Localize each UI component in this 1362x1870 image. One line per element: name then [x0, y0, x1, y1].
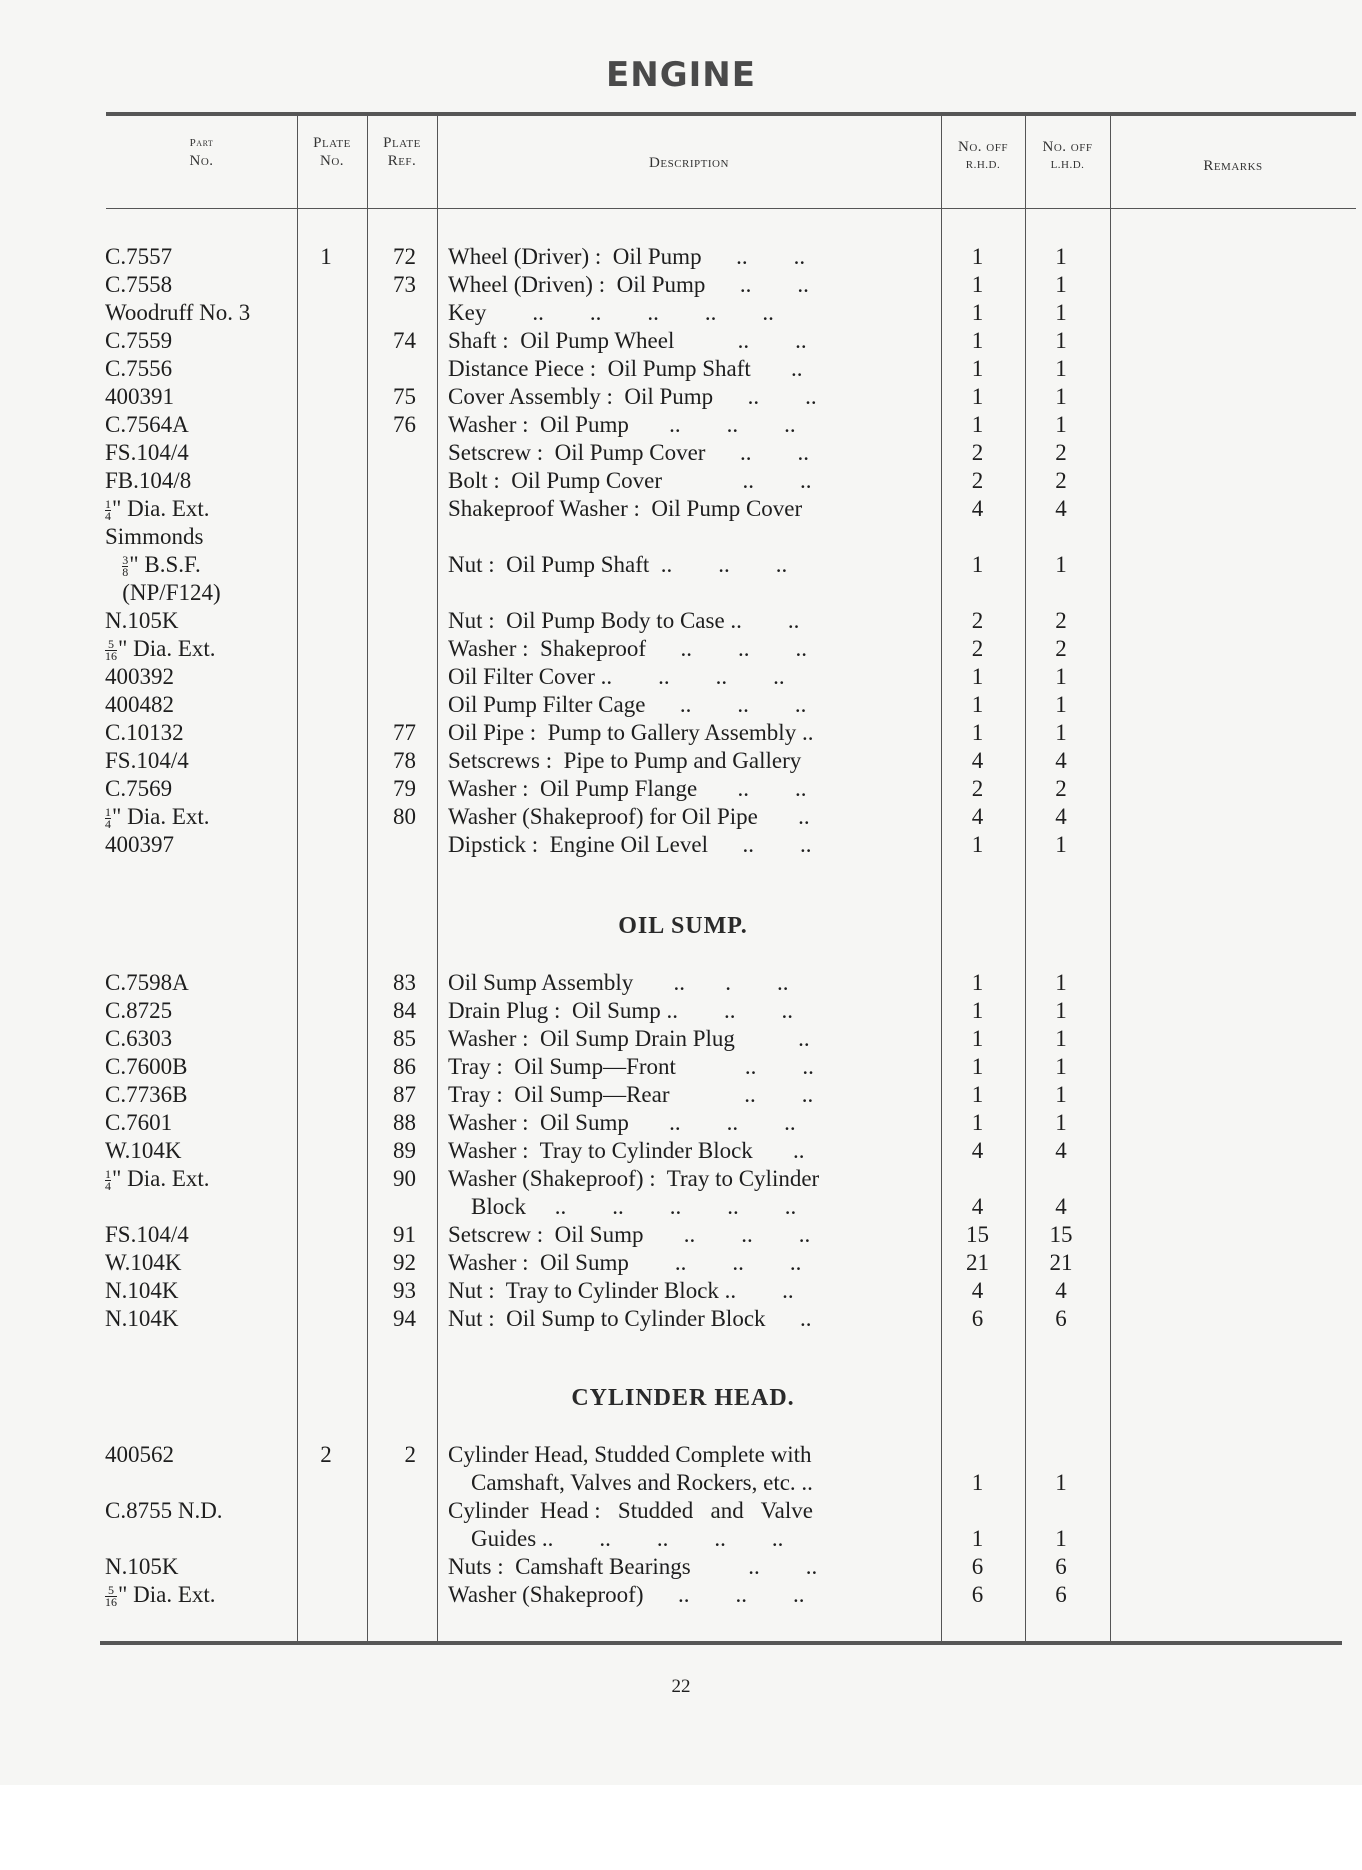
qty-rhd: 1 — [971, 970, 984, 995]
qty-rhd: 2 — [971, 440, 984, 465]
plate-ref: 72 — [393, 244, 416, 269]
qty-rhd: 4 — [971, 1194, 984, 1219]
qty-rhd: 4 — [971, 1278, 984, 1303]
qty-rhd: 1 — [971, 1026, 984, 1051]
column-divider — [1110, 116, 1111, 1641]
column-divider — [437, 116, 438, 1641]
qty-rhd: 4 — [971, 804, 984, 829]
qty-lhd: 1 — [1055, 832, 1067, 857]
qty-lhd: 2 — [1055, 468, 1067, 493]
qty-rhd: 1 — [971, 998, 984, 1023]
description: Drain Plug : Oil Sump .. .. .. — [448, 998, 794, 1023]
header-plate-ref-line1: Plate — [383, 135, 421, 151]
part-number: 400562 — [105, 1442, 174, 1467]
qty-lhd: 1 — [1055, 720, 1067, 745]
description: Tray : Oil Sump—Rear .. .. — [448, 1082, 814, 1107]
qty-rhd: 1 — [971, 1526, 984, 1551]
header-rhd — [941, 138, 1025, 174]
description: Nut : Oil Pump Body to Case .. .. — [448, 608, 800, 633]
part-number: N.104K — [105, 1278, 179, 1303]
part-number: Simmonds — [105, 524, 204, 549]
part-number: W.104K — [105, 1138, 182, 1163]
column-divider — [297, 116, 298, 1641]
plate-ref: 77 — [393, 720, 416, 745]
description: Washer : Oil Pump Flange .. .. — [448, 776, 807, 801]
qty-lhd: 1 — [1055, 384, 1067, 409]
qty-lhd: 1 — [1055, 692, 1067, 717]
qty-lhd: 2 — [1055, 440, 1067, 465]
plate-ref: 92 — [393, 1250, 416, 1275]
description: Distance Piece : Oil Pump Shaft .. — [448, 356, 803, 381]
description: Nut : Oil Pump Shaft .. .. .. — [448, 552, 788, 577]
part-number: C.7564A — [105, 412, 189, 437]
header-part-no-line2: No. — [189, 153, 214, 169]
plate-ref: 89 — [393, 1138, 416, 1163]
qty-rhd: 1 — [971, 328, 984, 353]
part-number: FB.104/8 — [105, 468, 192, 493]
header-plate-no-line1: Plate — [313, 135, 351, 151]
top-rule — [106, 112, 1356, 116]
header-remarks: Remarks — [1203, 158, 1263, 174]
qty-rhd: 2 — [971, 776, 984, 801]
description: Camshaft, Valves and Rockers, etc. .. — [448, 1470, 813, 1495]
qty-rhd: 1 — [971, 720, 984, 745]
part-number: $\frac{1}{4}$ " Dia. Ext. — [105, 804, 210, 832]
description: Shakeproof Washer : Oil Pump Cover — [448, 496, 803, 521]
qty-lhd: 4 — [1055, 804, 1067, 829]
qty-lhd: 1 — [1055, 272, 1067, 297]
plate-ref: 88 — [393, 1110, 416, 1135]
qty-rhd: 6 — [971, 1306, 984, 1331]
plate-ref: 93 — [393, 1278, 416, 1303]
description: Setscrew : Oil Pump Cover .. .. — [448, 440, 809, 465]
qty-rhd: 1 — [971, 356, 984, 381]
part-number: 400482 — [105, 692, 174, 717]
fraction: $\frac{5}{16}$ — [105, 1583, 117, 1610]
header-description: Description — [649, 155, 729, 171]
part-number: C.8755 N.D. — [105, 1498, 223, 1523]
description: Tray : Oil Sump—Front .. .. — [448, 1054, 814, 1079]
qty-lhd: 1 — [1055, 664, 1067, 689]
qty-lhd: 1 — [1055, 1026, 1067, 1051]
plate-ref: 75 — [393, 384, 416, 409]
plate-ref: 78 — [393, 748, 416, 773]
qty-lhd: 1 — [1055, 328, 1067, 353]
qty-rhd: 2 — [971, 468, 984, 493]
description: Cylinder Head : Studded and Valve — [448, 1498, 813, 1523]
qty-lhd: 1 — [1055, 1054, 1067, 1079]
description: Cylinder Head, Studded Complete with — [448, 1442, 812, 1467]
description: Guides .. .. .. .. .. — [448, 1526, 784, 1551]
qty-lhd: 1 — [1055, 552, 1067, 577]
section-heading-cylinder-head: CYLINDER HEAD. — [571, 1385, 795, 1411]
part-number: Woodruff No. 3 — [105, 300, 251, 325]
qty-lhd: 1 — [1055, 998, 1067, 1023]
qty-lhd: 1 — [1055, 244, 1067, 269]
description: Wheel (Driver) : Oil Pump .. .. — [448, 244, 806, 269]
description: Oil Filter Cover .. .. .. .. — [448, 664, 785, 689]
part-number: 400391 — [105, 384, 174, 409]
description: Block .. .. .. .. .. — [448, 1194, 797, 1219]
plate-ref: 2 — [404, 1442, 416, 1467]
qty-lhd: 1 — [1055, 970, 1067, 995]
qty-rhd: 2 — [971, 608, 984, 633]
qty-rhd: 1 — [971, 1470, 984, 1495]
page-title: ENGINE — [606, 55, 756, 95]
qty-rhd: 4 — [971, 748, 984, 773]
qty-lhd: 4 — [1055, 1194, 1067, 1219]
qty-rhd: 1 — [971, 244, 984, 269]
part-number: C.7557 — [105, 244, 173, 269]
plate-ref: 83 — [393, 970, 416, 995]
description: Cover Assembly : Oil Pump .. .. — [448, 384, 817, 409]
qty-lhd: 2 — [1055, 608, 1067, 633]
qty-rhd: 1 — [971, 300, 984, 325]
part-number: C.7559 — [105, 328, 173, 353]
qty-rhd: 6 — [971, 1582, 984, 1607]
description: Washer : Tray to Cylinder Block .. — [448, 1138, 805, 1163]
qty-rhd: 2 — [971, 636, 984, 661]
part-number: $\frac{1}{4}$ " Dia. Ext. — [105, 1166, 210, 1194]
part-number: C.7556 — [105, 356, 173, 381]
qty-rhd: 1 — [971, 1082, 984, 1107]
description: Wheel (Driven) : Oil Pump .. .. — [448, 272, 809, 297]
fraction: $\frac{1}{4}$ — [105, 497, 111, 524]
qty-lhd: 4 — [1055, 1278, 1067, 1303]
qty-lhd: 4 — [1055, 1138, 1067, 1163]
part-number: C.7598A — [105, 970, 189, 995]
plate-ref: 84 — [393, 998, 416, 1023]
qty-rhd: 1 — [971, 412, 984, 437]
header-plate-ref — [367, 134, 437, 170]
description: Nut : Oil Sump to Cylinder Block .. — [448, 1306, 812, 1331]
part-number: $\frac{5}{16}$ " Dia. Ext. — [105, 1582, 216, 1610]
qty-lhd: 1 — [1055, 356, 1067, 381]
part-number: C.8725 — [105, 998, 173, 1023]
qty-lhd: 4 — [1055, 496, 1067, 521]
description: Shaft : Oil Pump Wheel .. .. — [448, 328, 807, 353]
part-number: N.105K — [105, 608, 179, 633]
qty-lhd: 1 — [1055, 1110, 1067, 1135]
description: Nuts : Camshaft Bearings .. .. — [448, 1554, 818, 1579]
qty-lhd: 1 — [1055, 412, 1067, 437]
description: Washer : Oil Sump .. .. .. — [448, 1250, 802, 1275]
description: Oil Pipe : Pump to Gallery Assembly .. — [448, 720, 814, 745]
plate-ref: 73 — [393, 272, 416, 297]
description: Washer (Shakeproof) for Oil Pipe .. — [448, 804, 810, 829]
section-heading-oil-sump: OIL SUMP. — [618, 913, 748, 939]
part-number: 400392 — [105, 664, 174, 689]
part-number: N.104K — [105, 1306, 179, 1331]
page-number: 22 — [671, 1676, 691, 1697]
plate-number: 1 — [320, 244, 332, 269]
fraction: $\frac{1}{4}$ — [105, 805, 111, 832]
description: Oil Sump Assembly .. . .. — [448, 970, 789, 995]
plate-ref: 90 — [393, 1166, 416, 1191]
description: Dipstick : Engine Oil Level .. .. — [448, 832, 812, 857]
fraction: $\frac{3}{8}$ — [122, 553, 129, 580]
plate-ref: 85 — [393, 1026, 416, 1051]
description: Key .. .. .. .. .. — [448, 300, 774, 325]
part-number: C.7569 — [105, 776, 173, 801]
plate-ref: 94 — [393, 1306, 416, 1331]
header-lhd-line1: No. off — [1042, 139, 1093, 155]
description: Bolt : Oil Pump Cover .. .. — [448, 468, 812, 493]
description: Washer : Oil Pump .. .. .. — [448, 412, 796, 437]
part-number: C.10132 — [105, 720, 184, 745]
header-part-no — [106, 134, 297, 170]
part-number: C.7558 — [105, 272, 173, 297]
qty-lhd: 6 — [1055, 1554, 1067, 1579]
qty-rhd: 4 — [971, 496, 984, 521]
qty-lhd: 2 — [1055, 636, 1067, 661]
description: Setscrews : Pipe to Pump and Gallery — [448, 748, 802, 773]
part-number: W.104K — [105, 1250, 182, 1275]
qty-lhd: 21 — [1049, 1250, 1073, 1275]
qty-lhd: 1 — [1055, 1470, 1067, 1495]
qty-rhd: 6 — [971, 1554, 984, 1579]
part-number: $\frac{1}{4}$ " Dia. Ext. — [105, 496, 210, 524]
plate-ref: 79 — [393, 776, 416, 801]
part-number: C.7600B — [105, 1054, 188, 1079]
header-lhd-line2: L.H.D. — [1050, 159, 1085, 171]
header-rule — [106, 208, 1356, 209]
qty-rhd: 1 — [971, 832, 984, 857]
header-rhd-line1: No. off — [958, 139, 1008, 155]
qty-lhd: 4 — [1055, 748, 1067, 773]
part-number: C.7736B — [105, 1082, 188, 1107]
part-number: 400397 — [105, 832, 174, 857]
qty-lhd: 1 — [1055, 1082, 1067, 1107]
plate-ref: 91 — [393, 1222, 416, 1247]
qty-rhd: 4 — [971, 1138, 984, 1163]
description: Washer : Shakeproof .. .. .. — [448, 636, 808, 661]
qty-lhd: 15 — [1049, 1222, 1073, 1247]
part-number: FS.104/4 — [105, 1222, 189, 1247]
qty-rhd: 1 — [971, 552, 984, 577]
header-plate-no — [297, 134, 367, 170]
plate-ref: 74 — [393, 328, 416, 353]
qty-rhd: 1 — [971, 1110, 984, 1135]
qty-lhd: 6 — [1055, 1582, 1067, 1607]
part-number: FS.104/4 — [105, 748, 189, 773]
description: Washer (Shakeproof) .. .. .. — [448, 1582, 805, 1607]
qty-rhd: 15 — [966, 1222, 989, 1247]
qty-rhd: 21 — [966, 1250, 989, 1275]
plate-number: 2 — [320, 1442, 332, 1467]
description: Washer (Shakeproof) : Tray to Cylinder — [448, 1166, 820, 1191]
part-number: C.6303 — [105, 1026, 173, 1051]
description: Oil Pump Filter Cage .. .. .. — [448, 692, 807, 717]
qty-rhd: 1 — [971, 664, 984, 689]
qty-lhd: 6 — [1055, 1306, 1067, 1331]
description: Setscrew : Oil Sump .. .. .. — [448, 1222, 811, 1247]
part-number: (NP/F124) — [105, 580, 221, 605]
part-number: $\frac{3}{8}$ " B.S.F. — [122, 552, 201, 580]
header-lhd — [1025, 138, 1110, 174]
bottom-rule — [100, 1641, 1342, 1645]
qty-lhd: 2 — [1055, 776, 1067, 801]
qty-rhd: 1 — [971, 384, 984, 409]
header-plate-ref-line2: Ref. — [387, 153, 417, 169]
part-number: $\frac{5}{16}$ " Dia. Ext. — [105, 636, 216, 664]
fraction: $\frac{1}{4}$ — [105, 1167, 111, 1194]
description: Nut : Tray to Cylinder Block .. .. — [448, 1278, 794, 1303]
qty-lhd: 1 — [1055, 300, 1067, 325]
part-number: FS.104/4 — [105, 440, 189, 465]
plate-ref: 86 — [393, 1054, 416, 1079]
qty-rhd: 1 — [971, 272, 984, 297]
description: Washer : Oil Sump .. .. .. — [448, 1110, 796, 1135]
header-rhd-line2: R.H.D. — [965, 159, 1001, 171]
part-number: N.105K — [105, 1554, 179, 1579]
fraction: $\frac{5}{16}$ — [105, 637, 117, 664]
part-number: C.7601 — [105, 1110, 173, 1135]
plate-ref: 80 — [393, 804, 416, 829]
plate-ref: 76 — [393, 412, 416, 437]
description: Washer : Oil Sump Drain Plug .. — [448, 1026, 810, 1051]
header-part-no-line1: Part — [189, 137, 214, 149]
header-plate-no-line2: No. — [319, 153, 345, 169]
qty-lhd: 1 — [1055, 1526, 1067, 1551]
qty-rhd: 1 — [971, 1054, 984, 1079]
plate-ref: 87 — [393, 1082, 416, 1107]
qty-rhd: 1 — [971, 692, 984, 717]
